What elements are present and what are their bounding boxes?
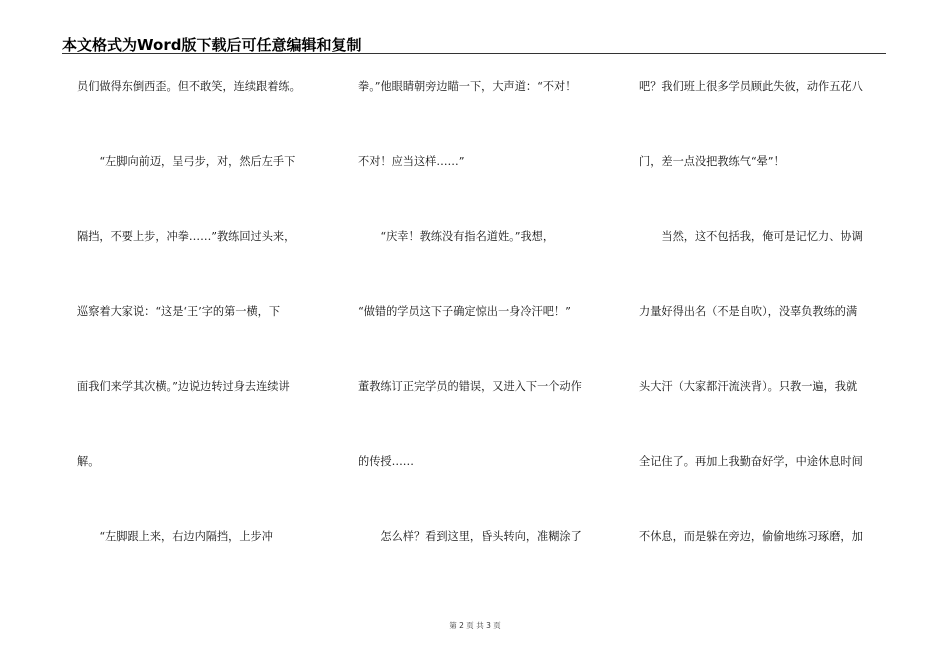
text-line: 不休息，而是躲在旁边，偷偷地练习琢磨，加 xyxy=(639,530,863,543)
text-line: 面我们来学其次横。”边说边转过身去连续讲 xyxy=(77,380,290,393)
text-line: 解。 xyxy=(77,455,100,468)
text-line: 董教练订正完学员的错误，又进入下一个动作 xyxy=(358,380,582,393)
page-number-footer: 第 2 页 共 3 页 xyxy=(449,621,501,630)
text-line: 全记住了。再加上我勤奋好学，中途休息时间 xyxy=(639,455,863,468)
text-column-2 xyxy=(358,76,608,601)
text-line: 头大汗（大家都汗流浃背）。只教一遍，我就 xyxy=(639,380,858,393)
text-line: 隔挡，不要上步，冲拳……”教练回过头来， xyxy=(77,230,296,243)
text-line: 力量好得出名（不是自吹），没辜负教练的满 xyxy=(639,305,858,318)
text-line: 巡察着大家说：“这是‘王’字的第一横，下 xyxy=(77,305,281,318)
text-line: 当然，这不包括我，俺可是记忆力、协调 xyxy=(639,230,863,243)
text-line: 吧？我们班上很多学员顾此失彼，动作五花八 xyxy=(639,80,863,93)
text-line: 员们做得东倒西歪。但不敢笑，连续跟着练。 xyxy=(77,80,301,93)
text-line: 怎么样？看到这里，昏头转向，准糊涂了 xyxy=(358,530,582,543)
text-column-3 xyxy=(639,76,889,601)
text-line: 拳。”他眼睛朝旁边瞄一下，大声道：“不对！ xyxy=(358,80,577,93)
page-header-title: 本文格式为Word版下载后可任意编辑和复制 xyxy=(62,36,362,54)
text-column-1 xyxy=(77,76,327,601)
text-line: “庆幸！教练没有指名道姓。”我想， xyxy=(358,230,555,243)
text-line: “左脚向前迈，呈弓步，对，然后左手下 xyxy=(77,155,296,168)
text-line: “左脚跟上来，右边内隔挡，上步冲 xyxy=(77,530,273,543)
text-line: 门，差一点没把教练气“晕”！ xyxy=(639,155,785,168)
text-line: 不对！应当这样……” xyxy=(358,155,465,168)
text-line: “做错的学员这下子确定惊出一身冷汗吧！” xyxy=(358,305,571,318)
text-line: 的传授…… xyxy=(358,455,414,468)
header-divider xyxy=(62,53,886,54)
